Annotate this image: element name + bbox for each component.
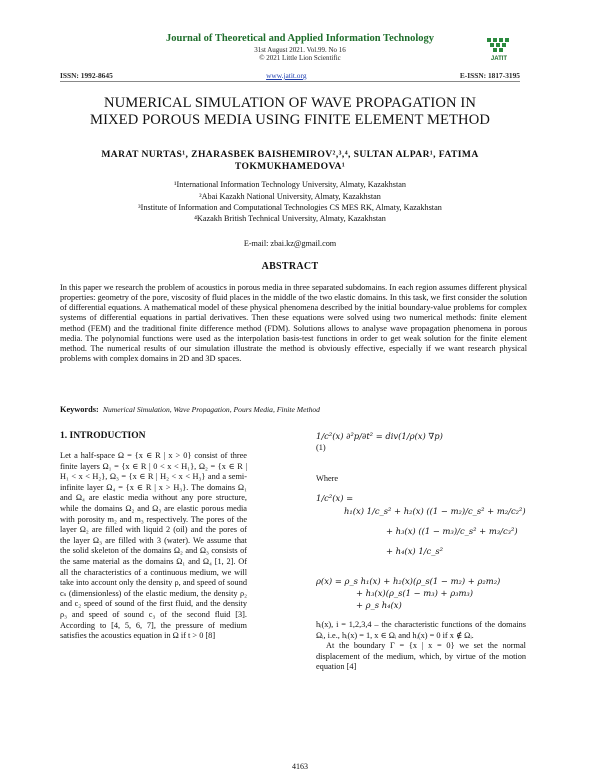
eissn: E-ISSN: 1817-3195 <box>459 71 520 80</box>
contact-email: E-mail: zbai.kz@gmail.com <box>243 239 337 248</box>
intro-paragraph: Let a half-space Ω = {x ∈ R | x > 0} consist of three finite layers Ω₁ = {x ∈ R | 0 < x < H₁}, Ω₂ = {x ∈ R | H₁ < x < H₂}, Ω₃ = {x ∈ R | H₂ < x < H₃} and a semi-infinite layer Ω₄ = {x ∈ R | x > H₃}. The domains Ω₁ and Ω₄ are elastic media without any pore structure, while the domains Ω₂ and Ω₃ are elastic porous media with porosity m₂ and m₃ respectively. The pores of the layer Ω₂ are filled with liquid 2 (oil) and the pores of the layer Ω₃ are filled with 3 (water). We assume that the solid skeleton of the domains Ω₂ and Ω₃ consists of the same material as the domains Ω₁ and Ω₄ [1, 2]. Of all the characteristics of a continuous medium, we will take into account only the density ρ, and speed of sound cₛ (dimensionless) of the elastic medium, the density ρ₂ and c₂ speed of sound of the first fluid, and the density ρ₃ and speed of sound c₃ of the second fluid [3]. According to [4, 5, 6, 7], the pressure of medium satisfies the acoustics equation in Ω if t > 0 [8] <box>60 451 247 641</box>
keywords: Keywords: Numerical Simulation, Wave Propagation, Pours Media, Finite Method <box>60 405 320 414</box>
logo-text: JATIT <box>490 56 508 62</box>
section-heading: 1. INTRODUCTION <box>60 431 146 441</box>
equation-1-label: (1) <box>316 443 326 452</box>
author-list: MARAT NURTAS¹, ZHARASBEK BAISHEMIROV²,³,⁴, SULTAN ALPAR¹, FATIMA TOKMUKHAMEDOVA¹ <box>101 149 479 172</box>
equation-3: ρ(x) = ρ_s h₁(x) + h₂(x)(ρ_s(1 − m₂) + ρ₂m₂) + h₃(x)(ρ_s(1 − m₃) + ρ₃m₃) + ρ_s h₄(x) <box>316 576 501 610</box>
issue-line: 31st August 2021. Vol.99. No 16 <box>254 46 346 54</box>
website-link[interactable]: www.jatit.org <box>266 71 307 80</box>
equation-1: 1/c²(x) ∂²p/∂t² = div(1/ρ(x) ∇p) (1) <box>316 431 526 452</box>
where-label: Where <box>316 474 339 483</box>
issn: ISSN: 1992-8645 <box>60 71 113 80</box>
affiliation-1: ¹International Information Technology University, Almaty, Kazakhstan <box>174 180 406 189</box>
header-rule <box>60 81 520 82</box>
copyright-line: © 2021 Little Lion Scientific <box>259 54 341 62</box>
jatit-logo <box>484 36 514 62</box>
paper-title: NUMERICAL SIMULATION OF WAVE PROPAGATION IN MIXED POROUS MEDIA USING FINITE ELEMENT METHOD <box>90 95 490 128</box>
affiliation-2: ²Abai Kazakh National University, Almaty, Kazakhstan <box>199 192 381 201</box>
abstract-text: In this paper we research the problem of acoustics in porous media in three separated subdomains. In each region assumes different physical properties: geometry of the pore, viscosity of fluid places in the middle of the two elastic domains. In this task, we first consider the solution of differential equations. A mathematical model of these physical phenomena described by the initial boundary-value problems for complex systems of differential equations in partial derivatives. Then these equations were solved using two numerical methods: finite element method (FEM) and the traditional finite difference method (FDM). Solutions allows to analyse wave propagation phenomena in porous media. The polynomial functions were used as the interpolation basis-test functions in order to get weak solution for the finite element method. The numerical results of our simulation illustrate the method is obviously effective, especially if we want research physical problems with complex domains in 2D and 3D spaces. <box>60 283 527 364</box>
page-number: 4163 <box>292 762 308 771</box>
abstract-heading: ABSTRACT <box>261 261 319 272</box>
affiliation-3: ³Institute of Information and Computational Technologies CS MES RK, Almaty, Kazakhstan <box>138 203 442 212</box>
characteristic-functions-note: hᵢ(x), i = 1,2,3,4 – the characteristic functions of the domains Ωᵢ, i.e., hᵢ(x) = 1, x ∈ Ωᵢ and hᵢ(x) = 0 if x ∉ Ωᵢ. At the boundary Γ = {x | x = 0} we set the normal displacement of the medium, which, by virtue of the motion equation [4] <box>316 620 526 672</box>
journal-title: Journal of Theoretical and Applied Information Technology <box>166 33 434 44</box>
affiliation-4: ⁴Kazakh British Technical University, Almaty, Kazakhstan <box>194 214 386 223</box>
issn-row <box>60 71 520 80</box>
equation-2: 1/c²(x) = h₁(x) 1/c_s² + h₂(x) ((1 − m₂)/c_s² + m₂/c₂²) + h₃(x) ((1 − m₃)/c_s² + m₃/c₃²) + h₄(x) 1/c_s² <box>316 493 526 556</box>
